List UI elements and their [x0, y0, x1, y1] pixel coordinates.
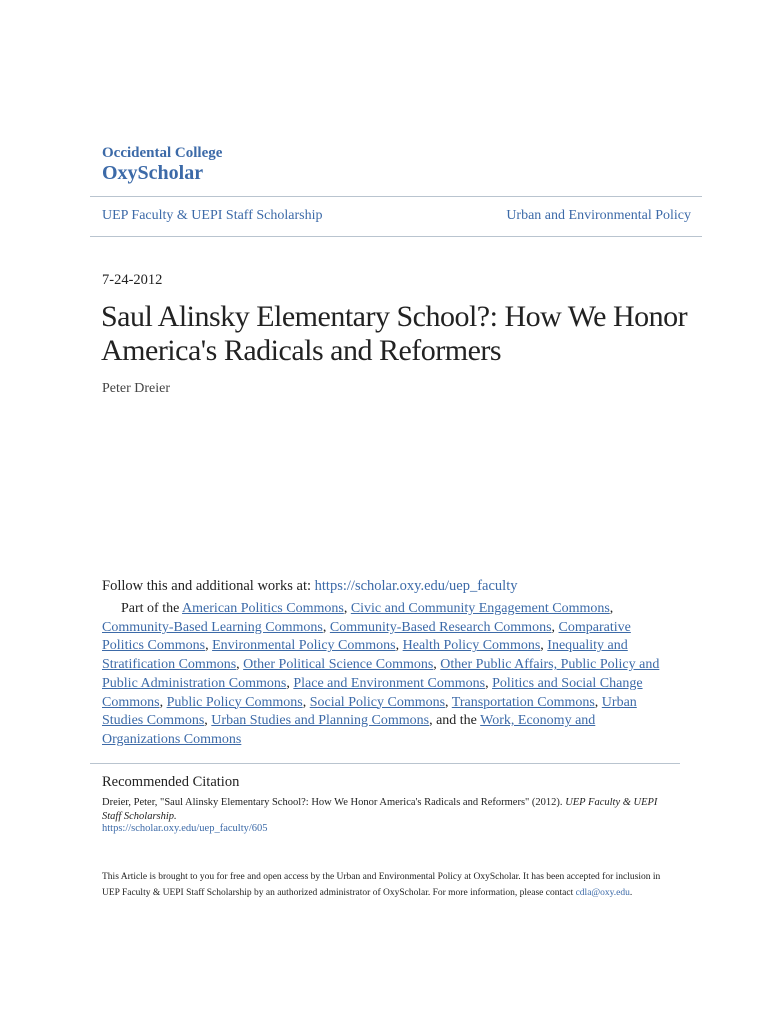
commons-separator: ,	[540, 638, 548, 654]
commons-link[interactable]: Social Policy Commons	[309, 694, 446, 710]
contact-email-link[interactable]: cdla@oxy.edu	[575, 887, 630, 898]
follow-line	[102, 578, 517, 595]
commons-separator: ,	[286, 675, 294, 691]
article-title: Saul Alinsky Elementary School?: How We Honor America's Radicals and Reformers	[101, 300, 688, 367]
commons-separator: ,	[343, 601, 351, 616]
notice-text: This Article is brought to you for free and open access by the Urban and Environmental Policy at OxyScholar. It has been accepted for inclusion in UEP Faculty & UEPI Staff Scholarship by an authorized administrator of OxyScholar. For more information, please contact	[102, 872, 661, 898]
follow-url-link[interactable]: https://scholar.oxy.edu/uep_faculty	[314, 578, 518, 594]
commons-link[interactable]: Other Political Science Commons	[243, 657, 434, 673]
commons-link[interactable]: Transportation Commons	[451, 694, 595, 710]
part-of-prefix: Part of the	[121, 601, 183, 616]
commons-link[interactable]: Community-Based Research Commons	[329, 619, 552, 635]
commons-link[interactable]: Urban Studies Commons	[102, 694, 637, 729]
follow-label: Follow this and additional works at:	[102, 578, 315, 594]
citation-rule	[90, 763, 680, 764]
repository-name[interactable]: OxyScholar	[102, 162, 204, 184]
article-author: Peter Dreier	[102, 381, 171, 396]
citation-series: UEP Faculty & UEPI Staff Scholarship.	[102, 797, 658, 822]
commons-link[interactable]: Environmental Policy Commons	[212, 638, 396, 654]
commons-link[interactable]: Public Policy Commons	[166, 694, 303, 710]
commons-link[interactable]: Place and Environment Commons	[293, 675, 486, 691]
commons-separator: ,	[551, 619, 559, 635]
citation-text	[102, 796, 662, 824]
commons-link[interactable]: Politics and Social Change Commons	[102, 675, 643, 710]
commons-separator: ,	[485, 675, 493, 691]
commons-separator: ,	[204, 713, 212, 729]
commons-link[interactable]: Urban Studies and Planning Commons	[211, 713, 430, 729]
institution-name[interactable]: Occidental College	[102, 145, 223, 161]
recommended-citation-heading: Recommended Citation	[102, 774, 240, 790]
commons-separator: ,	[159, 694, 167, 710]
commons-link[interactable]: Community-Based Learning Commons	[102, 619, 323, 635]
commons-separator: ,	[236, 657, 244, 673]
citation-body: Dreier, Peter, "Saul Alinsky Elementary School?: How We Honor America's Radicals and Reformers" (2012).	[102, 797, 566, 808]
header-top-rule	[90, 196, 702, 197]
commons-separator: ,	[433, 657, 441, 673]
commons-separator: ,	[322, 619, 330, 635]
commons-link[interactable]: Civic and Community Engagement Commons	[350, 601, 610, 616]
access-notice	[102, 870, 677, 901]
commons-link[interactable]: Work, Economy and Organizations Commons	[102, 713, 596, 747]
commons-link[interactable]: American Politics Commons	[182, 601, 344, 616]
header-bottom-rule	[90, 236, 702, 237]
commons-link[interactable]: Comparative Politics Commons	[102, 619, 631, 654]
commons-link[interactable]: Health Policy Commons	[402, 638, 541, 654]
commons-last-joiner: , and the	[429, 713, 481, 729]
citation-url-link[interactable]: https://scholar.oxy.edu/uep_faculty/605	[102, 823, 268, 834]
department-link[interactable]: Urban and Environmental Policy	[506, 208, 691, 223]
commons-link[interactable]: Inequality and Stratification Commons	[102, 638, 628, 673]
commons-separator: ,	[594, 694, 602, 710]
notice-end: .	[629, 887, 633, 898]
publication-date: 7-24-2012	[102, 272, 163, 288]
part-of-commons	[102, 600, 667, 750]
commons-separator: ,	[302, 694, 310, 710]
commons-separator: ,	[395, 638, 403, 654]
commons-list	[102, 601, 659, 747]
collection-series-link[interactable]: UEP Faculty & UEPI Staff Scholarship	[102, 208, 323, 223]
commons-separator: ,	[609, 601, 614, 616]
commons-separator: ,	[445, 694, 452, 710]
commons-separator: ,	[205, 638, 213, 654]
commons-link[interactable]: Other Public Affairs, Public Policy and Public Administration Commons	[102, 657, 660, 691]
